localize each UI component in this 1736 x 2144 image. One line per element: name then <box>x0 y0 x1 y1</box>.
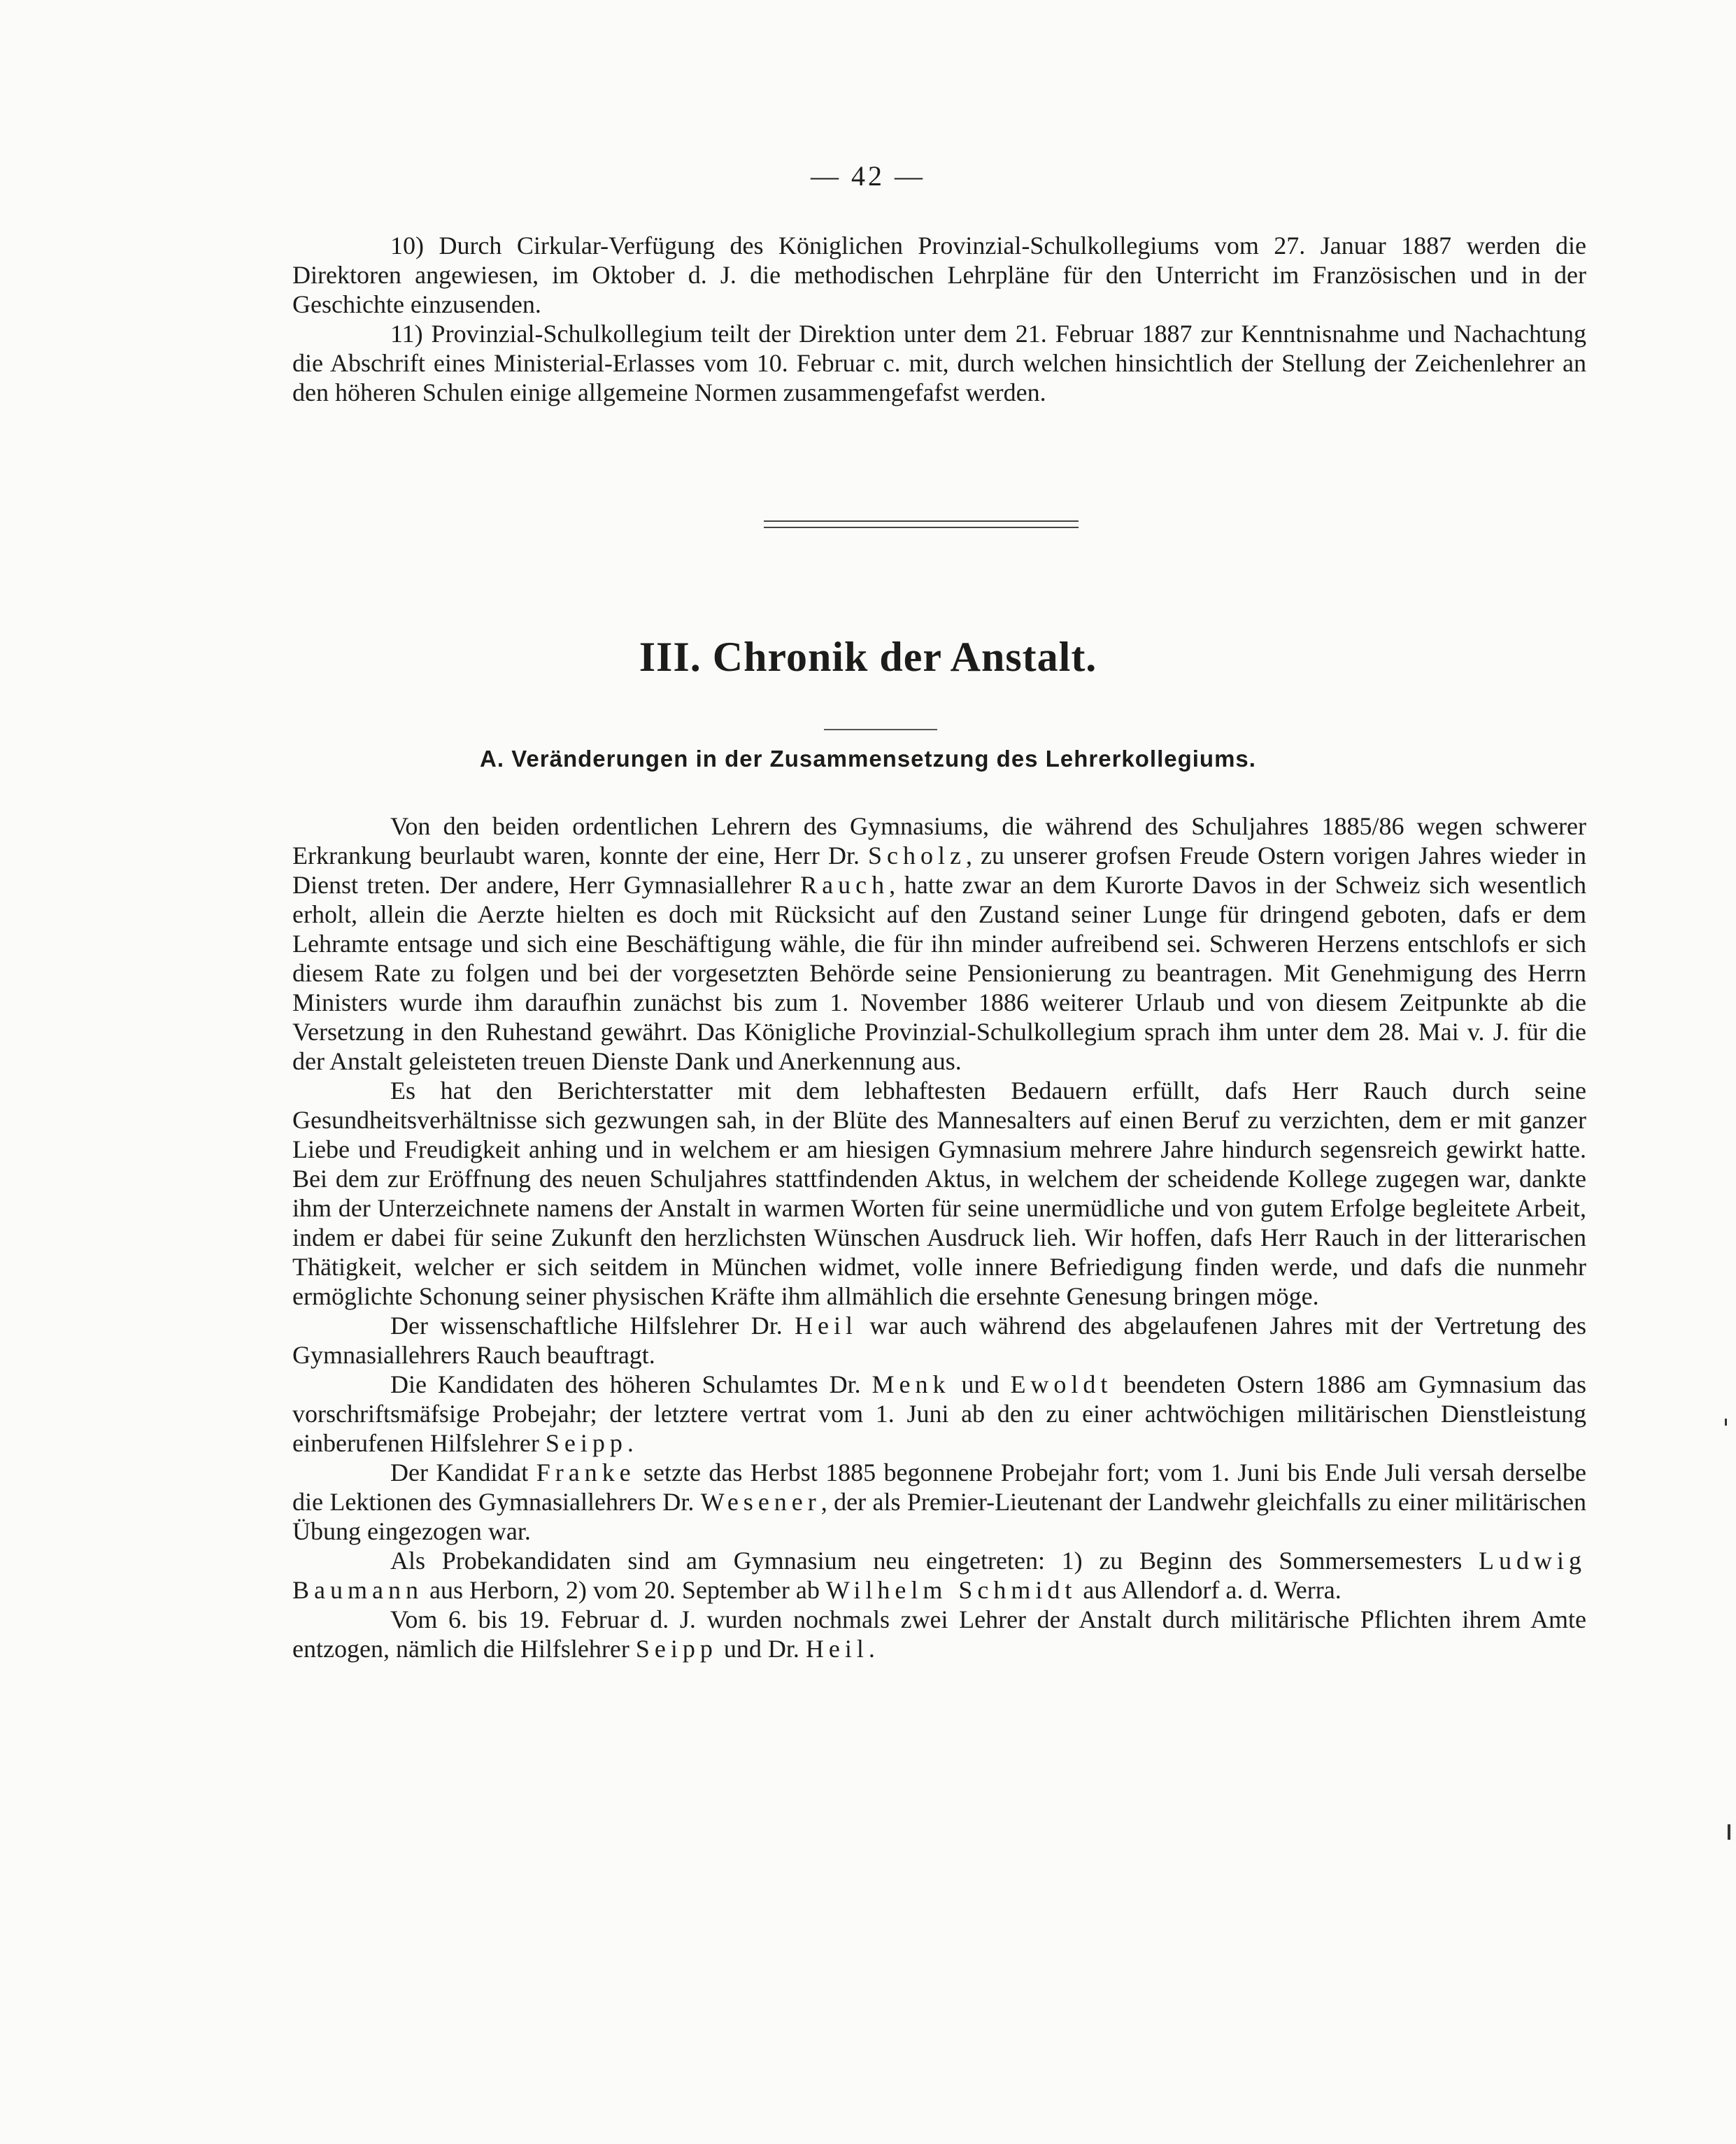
page-number: — 42 — <box>811 160 925 192</box>
text-run: , zu unserer grofsen Freude Ostern vorigen Jahres wieder in Dienst treten. Der andere, Herr Gymnasiallehrer <box>292 842 1586 899</box>
text-run: und Dr. <box>717 1635 806 1663</box>
chronicle-body <box>292 811 1586 1663</box>
paragraph-1 <box>292 811 1586 1076</box>
text-run: Der wissenschaftliche Hilfslehrer Dr. <box>390 1312 795 1340</box>
paragraph-7 <box>292 1605 1586 1663</box>
text-run: , hatte zwar an dem Kurorte Davos in der Schweiz sich wesentlich erholt, allein die Aerzte hielten es doch mit Rücksicht auf den Zustand seiner Lunge für dringend geboten, dafs er dem Lehramte entsage und sich eine Beschäftigung wähle, die für ihn minder aufreibend sei. Schweren Herzens entschlofs er sich diesem Rate zu folgen und bei der vorgesetzten Behörde seine Pensionierung zu beantragen. Mit Genehmigung des Herrn Ministers wurde ihm daraufhin zunächst bis zum 1. November 1886 weiterer Urlaub und von diesem Zeitpunkte ab die Versetzung in den Ruhestand gewährt. Das Königliche Provinzial-Schulkollegium sprach ihm unter dem 28. Mai v. J. für die der Anstalt geleisteten treuen Dienste Dank und Anerkennung aus. <box>292 871 1587 1075</box>
heading-underline <box>824 729 937 730</box>
person-name: Seipp <box>545 1429 627 1457</box>
text-run: setzte das Herbst 1885 begonnene Probejahr fort; vom 1. Juni bis Ende Juli versah derselbe die Lektionen des Gymnasiallehrers Dr. <box>292 1458 1586 1516</box>
paragraph-3 <box>292 1311 1586 1370</box>
scan-margin-mark <box>1725 1419 1727 1426</box>
text-run: war auch während des abgelaufenen Jahres mit der Vertretung des Gymnasiallehrers Rauch beauftragt. <box>292 1312 1586 1369</box>
text-run: Von den beiden ordentlichen Lehrern des Gymnasiums, die während des Schuljahres 1885/86 wegen schwerer Erkrankung beurlaubt waren, konnte der eine, Herr Dr. <box>292 812 1586 869</box>
text-run: Der Kandidat <box>390 1458 536 1486</box>
section-divider <box>764 520 1079 528</box>
person-name: Ewoldt <box>1010 1370 1113 1398</box>
decree-item-11: 11) Provinzial-Schulkollegium teilt der Direktion unter dem 21. Februar 1887 zur Kenntnisnahme und Nachachtung die Abschrift eines Ministerial-Erlasses vom 10. Februar c. mit, durch welchen hinsichtlich der Stellung der Zeichenlehrer an den höheren Schulen einige allgemeine Normen zusammengefafst werden. <box>292 320 1586 406</box>
text-run: aus Herborn, 2) vom 20. September ab <box>422 1576 826 1604</box>
text-run: , der als Premier-Lieutenant der Landwehr gleichfalls zu einer militärischen Übung eingezogen war. <box>292 1488 1586 1545</box>
section-heading: A. Veränderungen in der Zusammensetzung des Lehrerkollegiums. <box>480 746 1256 772</box>
text-run: aus Allendorf a. d. Werra. <box>1076 1576 1342 1604</box>
paragraph-2: Es hat den Berichterstatter mit dem lebhaftesten Bedauern erfüllt, dafs Herr Rauch durch seine Gesundheitsverhältnisse sich gezwungen sah, in der Blüte des Mannesalters auf einen Beruf zu verzichten, dem er mit ganzer Liebe und Freudigkeit anhing und in welchem er am hiesigen Gymnasium mehrere Jahre hindurch segensreich gewirkt hatte. Bei dem zur Eröffnung des neuen Schuljahres stattfindenden Aktus, in welchem der scheidende Kollege zugegen war, dankte ihm der Unterzeichnete namens der Anstalt in warmen Worten für seine unermüdliche und von gutem Erfolge begleitete Arbeit, indem er dabei für seine Zukunft den herzlichsten Wünschen Ausdruck lieh. Wir hoffen, dafs Herr Rauch in der litterarischen Thätigkeit, welcher er sich seitdem in München widmet, volle innere Befriedigung finden werde, und dafs die nunmehr ermöglichte Schonung seiner physischen Kräfte ihm allmählich die ersehnte Genesung bringen möge. <box>292 1077 1586 1310</box>
text-run: und <box>950 1370 1011 1398</box>
decrees-continuation <box>292 231 1586 407</box>
text-run: . <box>627 1429 634 1457</box>
person-name: Wilhelm Schmidt <box>825 1576 1077 1604</box>
person-name: Franke <box>536 1458 636 1486</box>
text-run: Die Kandidaten des höheren Schulamtes Dr. <box>390 1370 872 1398</box>
chapter-heading: III. Chronik der Anstalt. <box>639 634 1097 680</box>
person-name: Heil <box>805 1635 869 1663</box>
scan-margin-mark <box>1728 1824 1730 1840</box>
person-name: Scholz <box>867 842 966 869</box>
text-run: . <box>868 1635 875 1663</box>
person-name: Ludwig Baumann <box>292 1547 1586 1604</box>
person-name: Wesener <box>700 1488 821 1516</box>
paragraph-4 <box>292 1370 1586 1458</box>
text-run: beendeten Ostern 1886 am Gymnasium das vorschriftsmäfsige Probejahr; der letztere vertrat vom 1. Juni ab den zu einer achtwöchigen militärischen Dienstleistung einberufenen Hilfslehrer <box>292 1370 1586 1457</box>
person-name: Seipp <box>635 1635 718 1663</box>
person-name: Heil <box>795 1312 858 1340</box>
person-name: Menk <box>871 1370 951 1398</box>
person-name: Rauch <box>800 871 890 899</box>
paragraph-6 <box>292 1546 1586 1605</box>
paragraph-5 <box>292 1458 1586 1546</box>
text-run: Vom 6. bis 19. Februar d. J. wurden nochmals zwei Lehrer der Anstalt durch militärische Pflichten ihrem Amte entzogen, nämlich die Hilfslehrer <box>292 1605 1586 1663</box>
text-run: Als Probekandidaten sind am Gymnasium neu eingetreten: 1) zu Beginn des Sommersemesters <box>390 1547 1479 1575</box>
decree-item-10: 10) Durch Cirkular-Verfügung des Königlichen Provinzial-Schulkollegiums vom 27. Januar 1887 werden die Direktoren angewiesen, im Oktober d. J. die methodischen Lehrpläne für den Unterricht im Französischen und in der Geschichte einzusenden. <box>292 232 1586 318</box>
